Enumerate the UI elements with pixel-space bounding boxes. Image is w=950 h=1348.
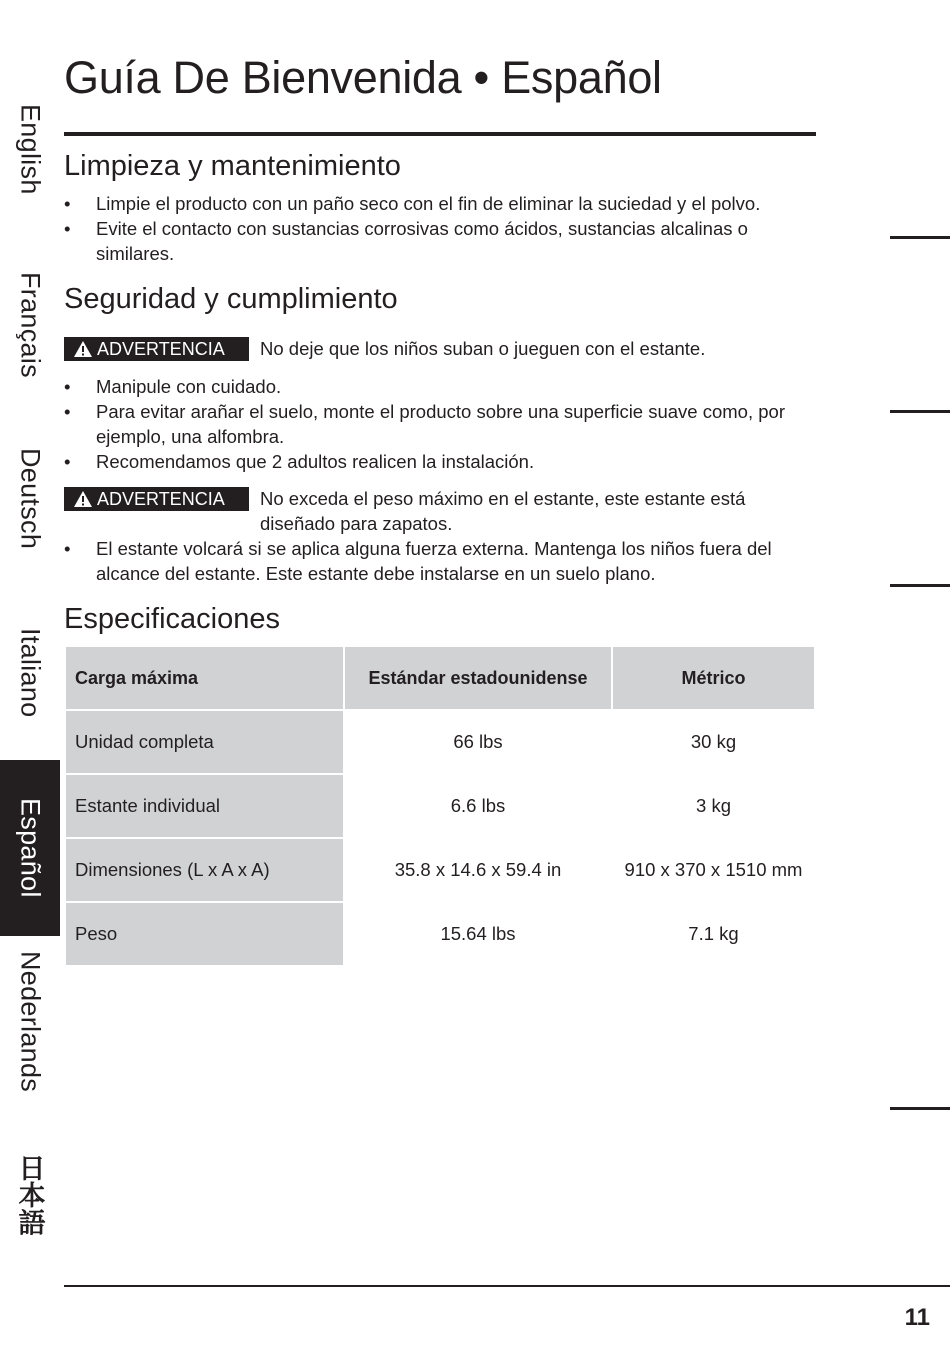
page-title: Guía De Bienvenida • Español bbox=[64, 52, 662, 103]
us-value: 66 lbs bbox=[345, 711, 611, 773]
list-item: • Limpie el producto con un paño seco con el fin de eliminar la suciedad y el polvo. bbox=[64, 191, 824, 216]
specs-heading: Especificaciones bbox=[64, 603, 280, 635]
header-cell: Carga máxima bbox=[66, 647, 343, 709]
warning-label: ADVERTENCIA bbox=[97, 339, 225, 359]
safety-heading: Seguridad y cumplimiento bbox=[64, 283, 398, 315]
tab-deutsch[interactable] bbox=[0, 413, 60, 584]
table-row bbox=[66, 775, 814, 837]
row-label: Dimensiones (L x A x A) bbox=[66, 839, 343, 901]
list-item: • El estante volcará si se aplica alguna fuerza externa. Mantenga los niños fuera del alcance del estante. Este estante debe instalarse en un suelo plano. bbox=[64, 536, 816, 586]
tab-japanese[interactable] bbox=[0, 1110, 60, 1280]
metric-value: 30 kg bbox=[613, 711, 814, 773]
tab-label: Italiano bbox=[15, 627, 46, 718]
warning-triangle-icon bbox=[73, 340, 93, 358]
row-label: Peso bbox=[66, 903, 343, 965]
list-item: • Recomendamos que 2 adultos realicen la instalación. bbox=[64, 449, 824, 474]
tab-divider bbox=[890, 236, 950, 239]
us-value: 35.8 x 14.6 x 59.4 in bbox=[345, 839, 611, 901]
metric-value: 3 kg bbox=[613, 775, 814, 837]
cleaning-list bbox=[64, 191, 824, 266]
warning-label: ADVERTENCIA bbox=[97, 489, 225, 509]
tab-italiano[interactable] bbox=[0, 587, 60, 758]
specs-table bbox=[64, 645, 816, 967]
page-number: 11 bbox=[904, 1304, 930, 1331]
us-value: 15.64 lbs bbox=[345, 903, 611, 965]
tab-divider bbox=[890, 1107, 950, 1110]
tab-label: English bbox=[15, 103, 46, 195]
tab-english[interactable] bbox=[0, 62, 60, 236]
tab-francais[interactable] bbox=[0, 239, 60, 410]
tab-nederlands[interactable] bbox=[0, 936, 60, 1107]
warning-text: No exceda el peso máximo en el estante, este estante está diseñado para zapatos. bbox=[260, 488, 746, 534]
list-item: • Para evitar arañar el suelo, monte el producto sobre una superficie suave como, por ejemplo, una alfombra. bbox=[64, 399, 806, 449]
table-row bbox=[66, 903, 814, 965]
warning-triangle-icon bbox=[73, 490, 93, 508]
safety-list-2 bbox=[64, 536, 824, 586]
table-row bbox=[66, 711, 814, 773]
tab-label: 日本語 bbox=[14, 1154, 45, 1236]
list-item: • Manipule con cuidado. bbox=[64, 374, 824, 399]
row-label: Unidad completa bbox=[66, 711, 343, 773]
tab-label: Français bbox=[15, 271, 46, 378]
warning-badge bbox=[64, 337, 249, 361]
header-cell: Métrico bbox=[613, 647, 814, 709]
metric-value: 910 x 370 x 1510 mm bbox=[613, 839, 814, 901]
tab-label: Español bbox=[15, 798, 46, 898]
list-item: • Evite el contacto con sustancias corrosivas como ácidos, sustancias alcalinas o similares. bbox=[64, 216, 786, 266]
us-value: 6.6 lbs bbox=[345, 775, 611, 837]
header-cell: Estándar estadounidense bbox=[345, 647, 611, 709]
cleaning-heading: Limpieza y mantenimiento bbox=[64, 150, 401, 182]
warning-text: No deje que los niños suban o jueguen con el estante. bbox=[260, 338, 706, 359]
warning-badge bbox=[64, 487, 249, 511]
table-header-row bbox=[66, 647, 814, 709]
tab-espanol[interactable] bbox=[0, 760, 60, 936]
row-label: Estante individual bbox=[66, 775, 343, 837]
footer-rule bbox=[64, 1285, 950, 1287]
tab-label: Nederlands bbox=[15, 950, 46, 1093]
safety-list-1 bbox=[64, 374, 824, 474]
tab-divider bbox=[890, 584, 950, 587]
tab-divider bbox=[890, 410, 950, 413]
title-rule bbox=[64, 132, 816, 136]
tab-label: Deutsch bbox=[15, 447, 46, 550]
metric-value: 7.1 kg bbox=[613, 903, 814, 965]
table-row bbox=[66, 839, 814, 901]
